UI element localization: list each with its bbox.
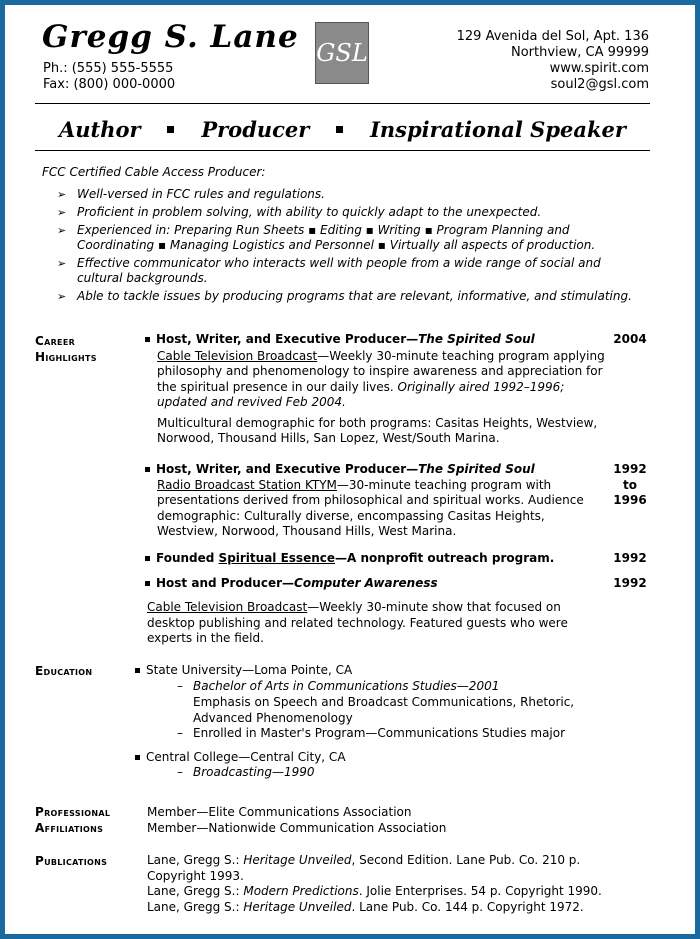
- monogram-logo: GSL: [315, 22, 369, 84]
- year: 1992: [613, 551, 647, 565]
- address-line-1: 129 Avenida del Sol, Apt. 136: [456, 29, 649, 44]
- square-bullet-icon: [145, 581, 150, 586]
- list-item: ➢ Able to tackle issues by producing programs that are relevant, informative, and stimulating.: [57, 289, 637, 304]
- phone: Ph.: (555) 555-5555: [43, 61, 174, 76]
- taglines: [35, 117, 650, 142]
- square-bullet-icon: [167, 126, 174, 133]
- email-link[interactable]: soul2@gsl.com: [550, 77, 649, 92]
- year-range: 1992 to 1996: [613, 462, 647, 507]
- list-item: Lane, Gregg S.: Heritage Unveiled, Second Edition. Lane Pub. Co. 210 p. Copyright 1993.: [147, 853, 581, 883]
- career-entry-4-detail: Cable Television Broadcast—Weekly 30-minute show that focused on desktop publishing and related technology. Featured guests who were experts in the field.: [147, 600, 568, 645]
- career-entry-1: Host, Writer, and Executive Producer—The Spirited Soul Cable Television Broadcast—Weekly 30-minute teaching program applying philosophy and phenomenology to inspire awareness and appreciation for the spiritual presence in our daily lives. Originally aired 1992–1996; updated and revived Feb 2004. Multicultural demographic for both programs: Casitas Heights, Westview, Norwood, Thousand Hills, San Lopez, West/South Marina.: [145, 332, 605, 447]
- square-bullet-icon: [135, 668, 140, 673]
- list-item: ➢ Well-versed in FCC rules and regulations.: [57, 187, 637, 202]
- education-list: State University—Loma Pointe, CA – Bachelor of Arts in Communications Studies—2001 Emphasis on Speech and Broadcast Communications, Rhetoric, Advanced Phenomenology – Enrolled in Master's Program—Communications Studies major Central College—Central City, CA – Broadcasting—1990: [135, 663, 605, 781]
- org-link[interactable]: Spiritual Essence: [218, 551, 336, 565]
- summary-list: [57, 187, 637, 307]
- outlet-link[interactable]: Cable Television Broadcast: [147, 600, 308, 614]
- square-bullet-icon: [145, 556, 150, 561]
- list-item: Member—Nationwide Communication Association: [147, 820, 447, 835]
- affiliations-list: [147, 805, 607, 836]
- list-item: Lane, Gregg S.: Heritage Unveiled. Lane Pub. Co. 144 p. Copyright 1972.: [147, 899, 584, 914]
- address-line-2: Northview, CA 99999: [510, 45, 649, 60]
- square-bullet-icon: [145, 337, 150, 342]
- contact-address: [457, 29, 649, 93]
- career-entry-3: Founded Spiritual Essence—A nonprofit outreach program.: [145, 551, 605, 567]
- header-rule: [35, 103, 650, 104]
- list-item: ➢ Effective communicator who interacts well with people from a wide range of social and cultural backgrounds.: [57, 256, 637, 286]
- square-bullet-icon: [135, 755, 140, 760]
- list-item: Lane, Gregg S.: Modern Predictions. Jolie Enterprises. 54 p. Copyright 1990.: [147, 884, 602, 898]
- year: 2004: [613, 332, 647, 346]
- section-title-affiliations: Professional Affiliations: [35, 805, 111, 835]
- candidate-name: Gregg S. Lane: [42, 19, 299, 55]
- career-entry-2: Host, Writer, and Executive Producer—The Spirited Soul Radio Broadcast Station KTYM—30-minute teaching program with presentations derived from philosophical and spiritual works. Audience demographic: Culturally diverse, encompassing Casitas Heights, Westview, Norwood, Thousand Hills, West Marina.: [145, 462, 605, 540]
- list-item: ➢ Proficient in problem solving, with ability to quickly adapt to the unexpected.: [57, 205, 637, 220]
- square-bullet-icon: [336, 126, 343, 133]
- career-entry-4: Host and Producer—Computer Awareness: [145, 576, 605, 592]
- tagline-author: Author: [59, 117, 141, 142]
- website-link[interactable]: www.spirit.com: [549, 61, 649, 76]
- tagline-producer: Producer: [201, 117, 310, 142]
- year: 1992: [613, 576, 647, 590]
- intro-line: FCC Certified Cable Access Producer:: [42, 165, 266, 179]
- section-title-education: Education: [35, 664, 93, 678]
- resume-page: [5, 5, 695, 934]
- square-bullet-icon: [145, 467, 150, 472]
- tagline-rule: [35, 150, 650, 151]
- fax: Fax: (800) 000-0000: [43, 77, 176, 92]
- list-item: ➢ Experienced in: Preparing Run Sheets ▪ Editing ▪ Writing ▪ Program Planning and Coordinating ▪ Managing Logistics and Personnel ▪ Virtually all aspects of production.: [57, 223, 637, 253]
- outlet-link[interactable]: Radio Broadcast Station KTYM: [157, 477, 337, 492]
- list-item: Member—Elite Communications Association: [147, 805, 412, 819]
- outlet-link[interactable]: Cable Television Broadcast: [157, 348, 318, 363]
- section-title-career: Career Highlights: [35, 334, 97, 364]
- tagline-speaker: Inspirational Speaker: [370, 117, 626, 142]
- section-title-publications: Publications: [35, 854, 108, 868]
- contact-phones: [43, 61, 175, 93]
- publications-list: [147, 853, 617, 915]
